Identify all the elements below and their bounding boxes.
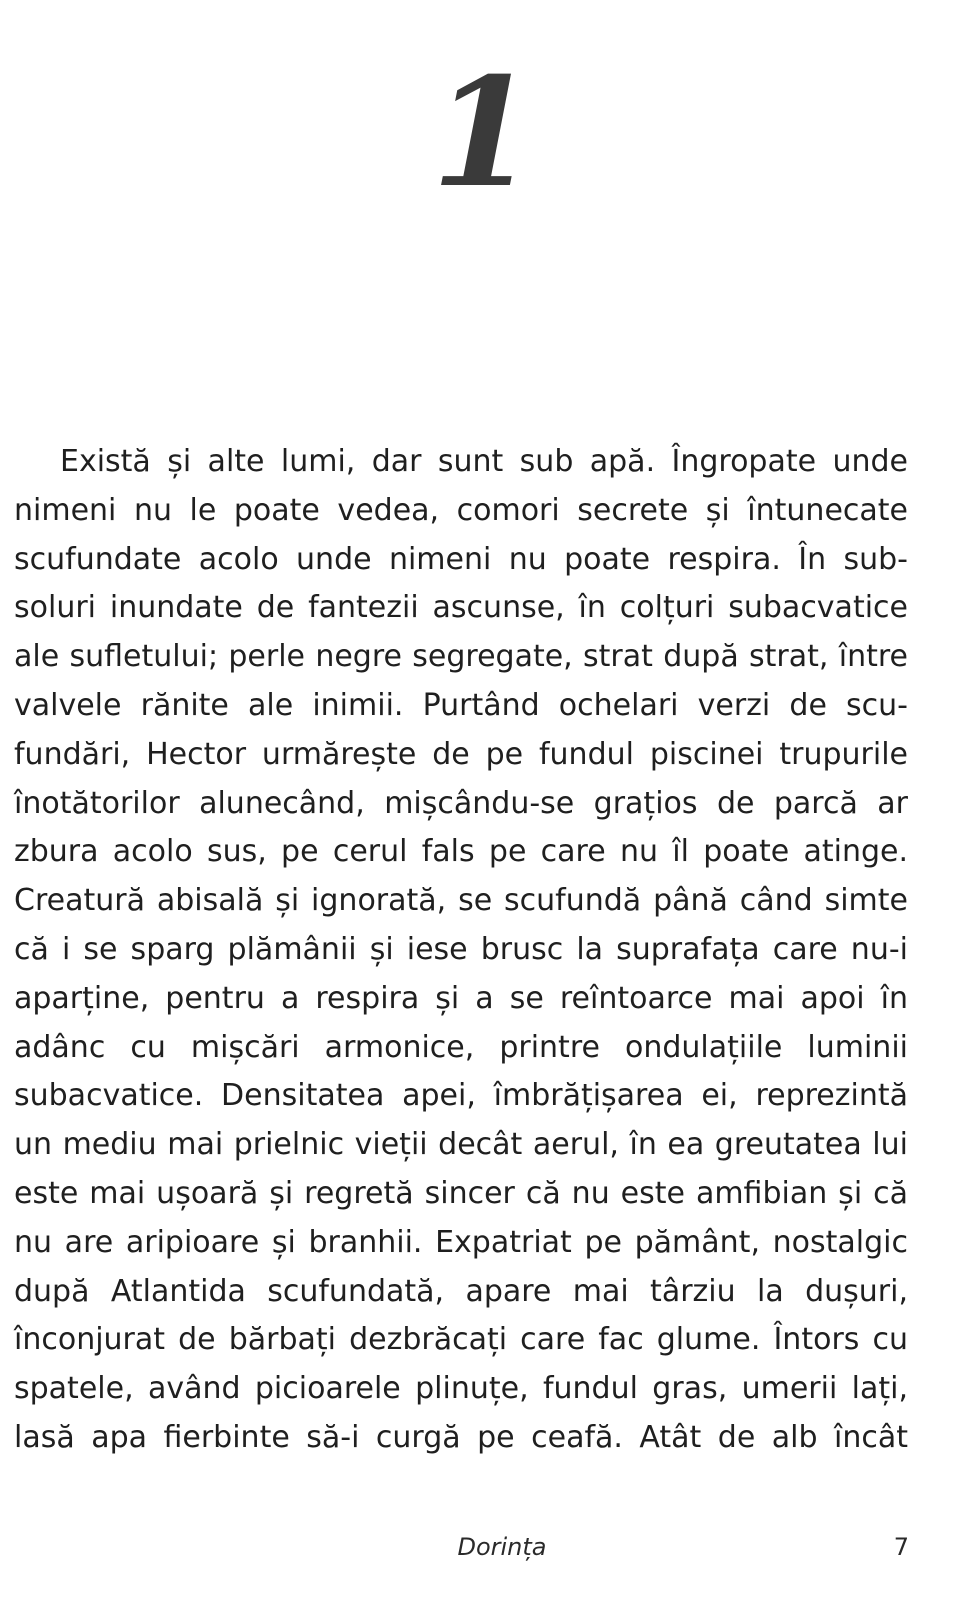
text-line: subacvatice. Densitatea apei, îmbrățișarea ei, reprezintă [14,1078,908,1114]
text-line: spatele, având picioarele plinuțe, fundul gras, umerii lați, [14,1371,908,1407]
page-number: 7 [893,1533,909,1561]
body-text [14,438,908,1463]
text-line: adânc cu mișcări armonice, printre ondulațiile luminii [14,1029,908,1065]
text-line: înotătorilor alunecând, mișcându-se grațios de parcă ar [14,785,908,821]
text-line: înconjurat de bărbați dezbrăcați care fac glume. Întors cu [14,1322,908,1358]
text-line: ale sufletului; perle negre segregate, strat după strat, între [14,639,908,675]
text-line: scufundate acolo unde nimeni nu poate respira. În sub- [14,541,908,577]
text-line: că i se sparg plămânii și iese brusc la suprafața care nu-i [14,931,908,967]
running-footer-title: Dorința [457,1533,547,1561]
text-line: un mediu mai prielnic vieții decât aerul, în ea greutatea lui [14,1127,908,1163]
text-line: Există și alte lumi, dar sunt sub apă. Îngropate unde [60,444,908,479]
text-line: soluri inundate de fantezii ascunse, în colțuri subacvatice [14,590,908,626]
text-line: lasă apa fierbinte să-i curgă pe ceafă. Atât de alb încât [14,1419,908,1455]
chapter-number: 1 [431,45,536,221]
text-line: aparține, pentru a respira și a se reîntoarce mai apoi în [14,980,908,1016]
text-line: nu are aripioare și branhii. Expatriat pe pământ, nostalgic [14,1224,908,1260]
text-line: zbura acolo sus, pe cerul fals pe care nu îl poate atinge. [14,834,908,870]
text-line: după Atlantida scufundată, apare mai târziu la dușuri, [14,1273,908,1309]
text-line: este mai ușoară și regretă sincer că nu este amfibian și că [14,1175,908,1211]
text-line: nimeni nu le poate vedea, comori secrete și întunecate [14,492,908,528]
text-line: fundări, Hector urmărește de pe fundul piscinei trupurile [14,736,908,772]
text-line: valvele rănite ale inimii. Purtând ochelari verzi de scu- [14,687,908,723]
text-line: Creatură abisală și ignorată, se scufundă până când simte [14,883,908,919]
